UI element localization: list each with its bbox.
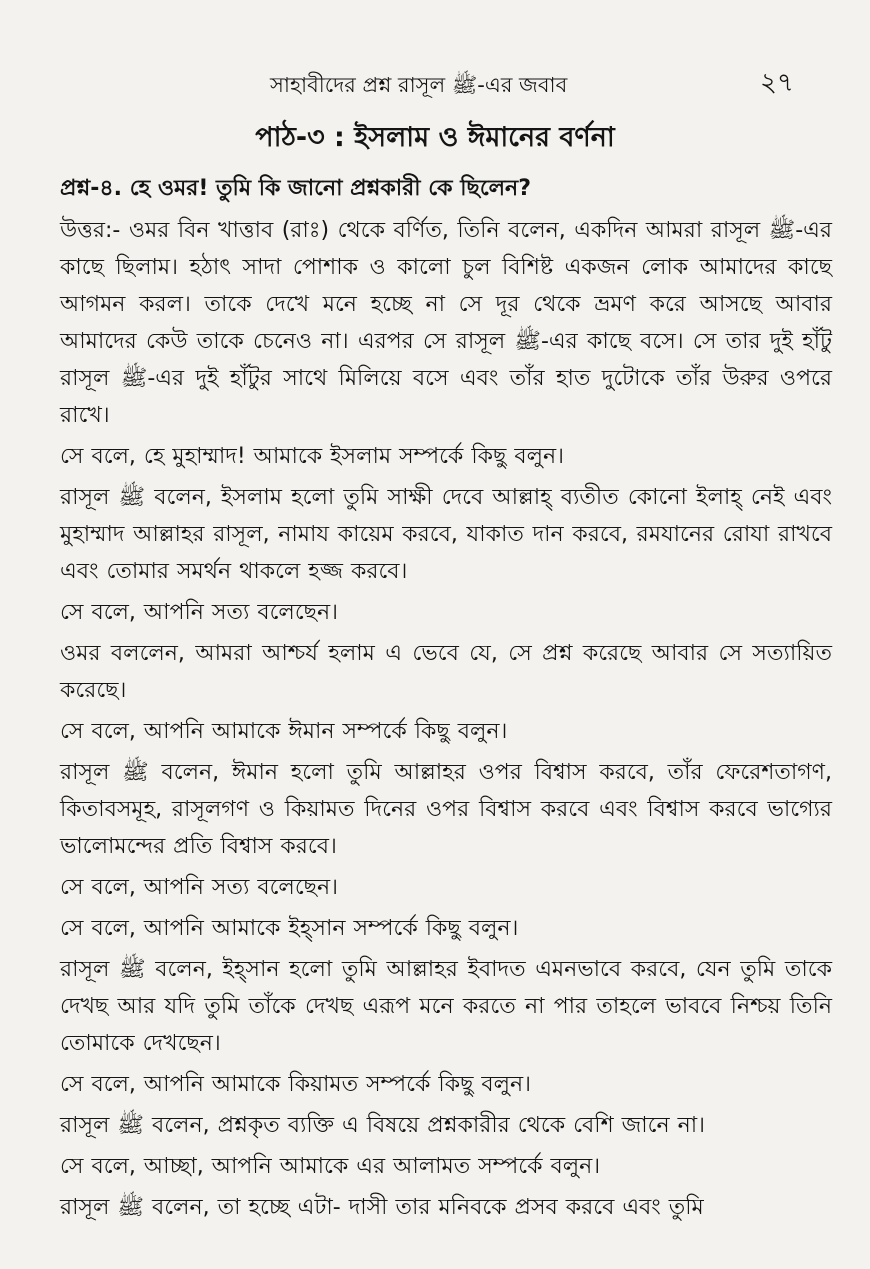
dialogue-line: সে বলে, আপনি সত্য বলেছেন। <box>60 875 338 900</box>
page-body <box>60 166 832 1230</box>
question-heading: প্রশ্ন-৪. হে ওমর! তুমি কি জানো প্রশ্নকারী কে ছিলেন? <box>60 176 531 201</box>
answer-paragraph: উত্তর:- ওমর বিন খাত্তাব (রাঃ) থেকে বর্ণিত, তিনি বলেন, একদিন আমরা রাসূল ﷺ-এর কাছে ছিলাম। হঠাৎ সাদা পোশাক ও কালো চুল বিশিষ্ট একজন লোক আমাদের কাছে আগমন করল। তাকে দেখে মনে হচ্ছে না সে দূর থেকে ভ্রমণ করে আসছে আবার আমাদের কেউ তাকে চেনেও না। এরপর সে রাসূল ﷺ-এর কাছে বসে। সে তার দুই হাঁটু রাসূল ﷺ-এর দুই হাঁটুর সাথে মিলিয়ে বসে এবং তাঁর হাত দুটোকে তাঁর উরুর ওপরে রাখে। <box>60 218 832 428</box>
dialogue-line: সে বলে, আচ্ছা, আপনি আমাকে এর আলামত সম্পর্কে বলুন। <box>60 1154 601 1179</box>
dialogue-line: ওমর বললেন, আমরা আশ্চর্য হলাম এ ভেবে যে, সে প্রশ্ন করেছে আবার সে সত্যায়িত করেছে। <box>60 641 832 703</box>
dialogue-line: সে বলে, আপনি আমাকে ঈমান সম্পর্কে কিছু বলুন। <box>60 719 508 744</box>
dialogue-line: সে বলে, হে মুহাম্মাদ! আমাকে ইসলাম সম্পর্কে কিছু বলুন। <box>60 444 564 469</box>
page-number: ২৭ <box>760 68 794 98</box>
dialogue-line: রাসূল ﷺ বলেন, তা হচ্ছে এটা- দাসী তার মনিবকে প্রসব করবে এবং তুমি <box>60 1195 704 1220</box>
dialogue-line: রাসূল ﷺ বলেন, প্রশ্নকৃত ব্যক্তি এ বিষয়ে প্রশ্নকারীর থেকে বেশি জানে না। <box>60 1113 706 1138</box>
dialogue-line: রাসূল ﷺ বলেন, ইসলাম হলো তুমি সাক্ষী দেবে আল্লাহ্ ব্যতীত কোনো ইলাহ্ নেই এবং মুহাম্মাদ আল্লাহর রাসূল, নামায কায়েম করবে, যাকাত দান করবে, রমযানের রোযা রাখবে এবং তোমার সমর্থন থাকলে হজ্জ করবে। <box>60 485 832 584</box>
dialogue-line: সে বলে, আপনি সত্য বলেছেন। <box>60 600 338 625</box>
dialogue-line: সে বলে, আপনি আমাকে কিয়ামত সম্পর্কে কিছু বলুন। <box>60 1072 532 1097</box>
dialogue-line: রাসূল ﷺ বলেন, ইহ্সান হলো তুমি আল্লাহর ইবাদত এমনভাবে করবে, যেন তুমি তাকে দেখছ আর যদি তুমি তাঁকে দেখছ এরূপ মনে করতে না পার তাহলে ভাববে নিশ্চয় তিনি তোমাকে দেখছেন। <box>60 957 833 1056</box>
chapter-title: পাঠ-৩ : ইসলাম ও ঈমানের বর্ণনা <box>255 122 615 153</box>
running-header-title: সাহাবীদের প্রশ্ন রাসূল ﷺ-এর জবাব <box>270 73 568 97</box>
dialogue-line: সে বলে, আপনি আমাকে ইহ্সান সম্পর্কে কিছু বলুন। <box>60 916 519 941</box>
dialogue-line: রাসূল ﷺ বলেন, ঈমান হলো তুমি আল্লাহর ওপর বিশ্বাস করবে, তাঁর ফেরেশতাগণ, কিতাবসমূহ, রাসূলগণ ও কিয়ামত দিনের ওপর বিশ্বাস করবে এবং বিশ্বাস করবে ভাগ্যের ভালোমন্দের প্রতি বিশ্বাস করবে। <box>60 760 832 859</box>
